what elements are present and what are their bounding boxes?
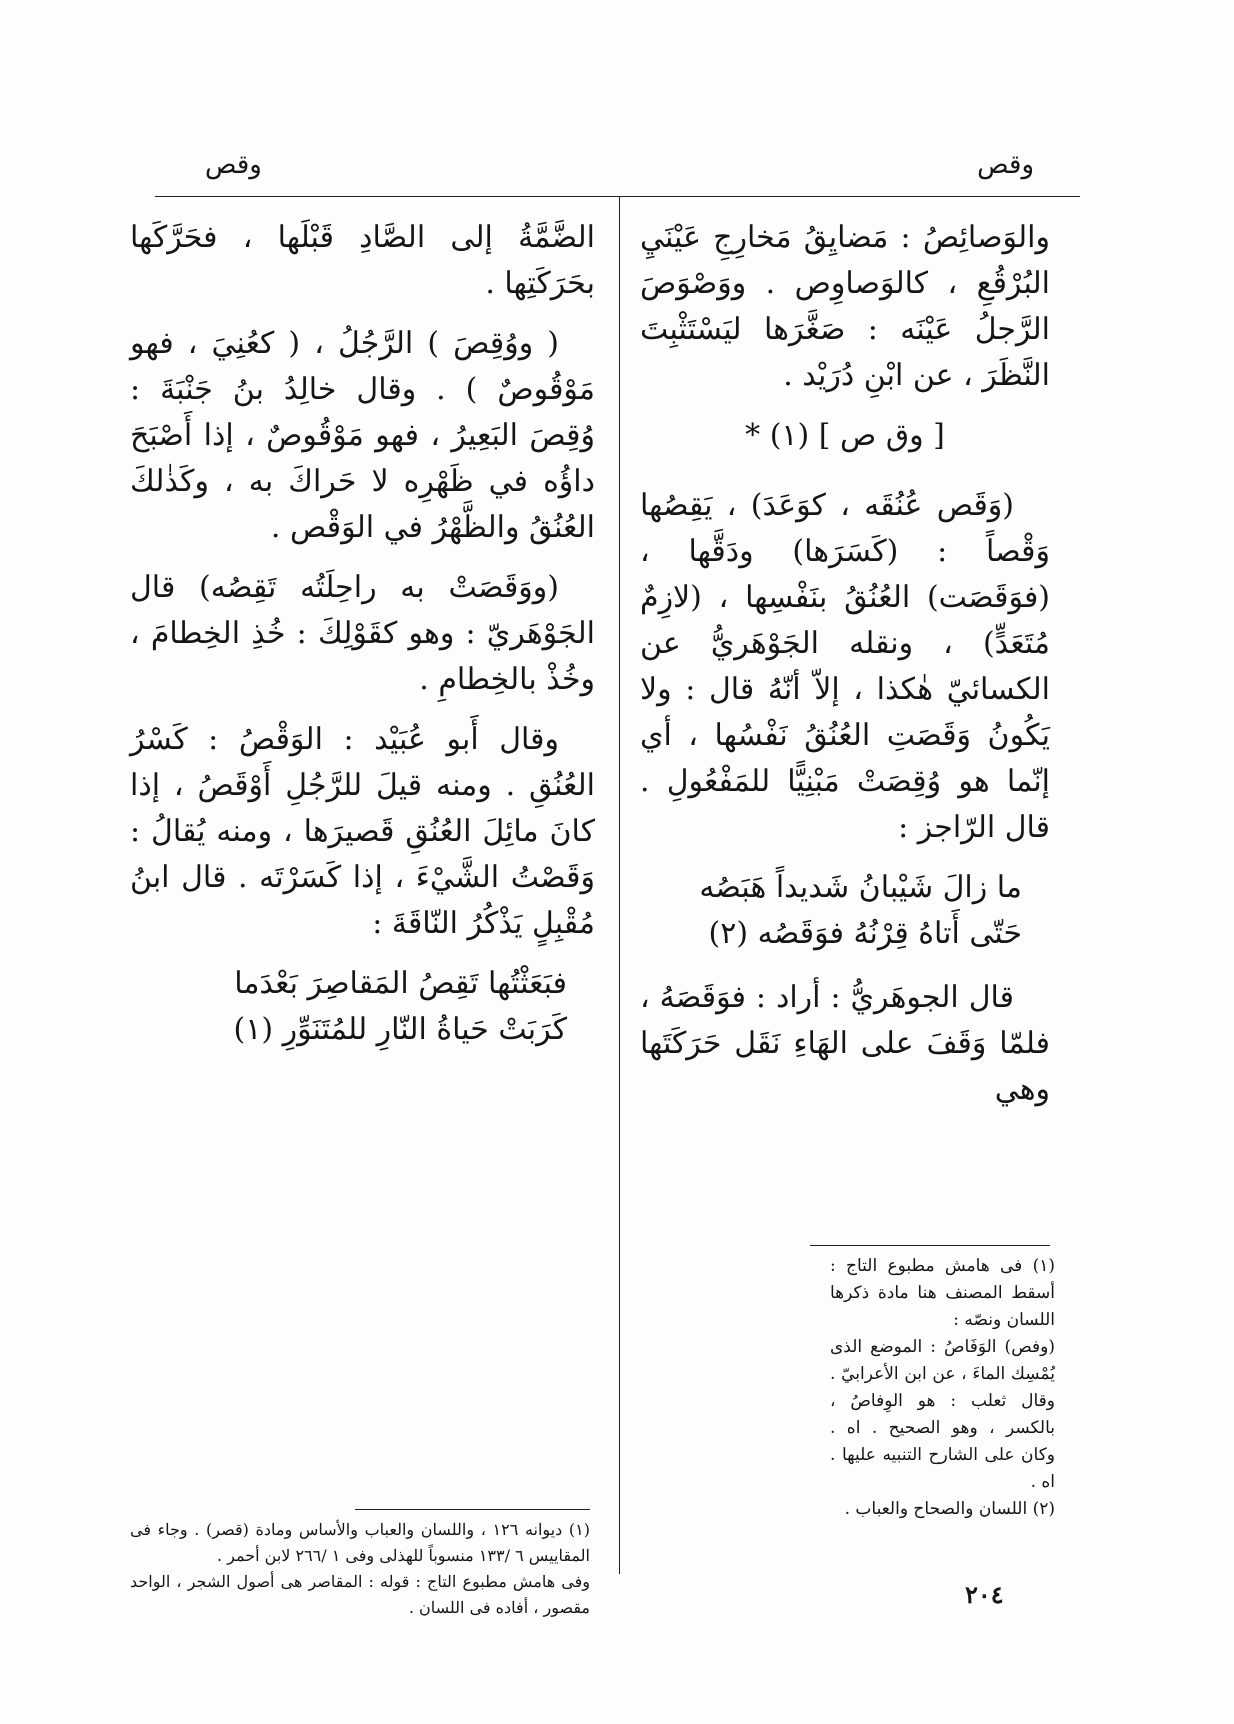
header-rule [155, 196, 1080, 197]
left-column [130, 215, 595, 1071]
footnote-rule [355, 1509, 590, 1510]
verse-line: كَرَبَتْ حَياةُ النّارِ للمُتَنَوِّرِ (١) [233, 1012, 567, 1047]
footnote: وفى هامش مطبوع التاج : قوله : المقاصر هى أصول الشجر ، الواحد مقصور ، أفاده فى اللسان . [130, 1572, 590, 1617]
entry-paragraph: قال الجوهَريُّ : أراد : فوَقَصَهُ ، فلمّا وَقَفَ على الهَاءِ نَقَل حَرَكَتَها وهي [640, 980, 1050, 1107]
entry-paragraph: والوَصائِصُ : مَضايِقُ مَخارِجِ عَيْنَيِ البُرْقُعِ ، كالوَصاوِص . ووَصْوَصَ الرَّجلُ عَيْنَه : صَغَّرَها ليَسْتَثْبِتَ النَّظَرَ ، عن ابْنِ دُرَيْد . [640, 220, 1050, 393]
right-column [640, 215, 1050, 1127]
entry-paragraph: (ووَقَصَتْ به راحِلَتُه تَقِصُه) قال الجَوْهَريّ : وهو كقَوْلِكَ : خُذِ الخِطامَ ، وخُذْ بالخِطامِ . [130, 570, 595, 697]
entry-paragraph: وقال أَبو عُبَيْد : الوَقْصُ : كَسْرُ العُنُقِ . ومنه قيلَ للرَّجُلِ أَوْقَصُ ، إذا كانَ مائِلَ العُنُقِ قَصيرَها ، ومنه يُقالُ : وَقَصْتُ الشَّيْءَ ، إذا كَسَرْتَه . قال ابنُ مُقْبِلٍ يَذْكُرُ النّاقَةَ : [130, 722, 595, 941]
footnote: (٢) اللسان والصحاح والعباب . [844, 1499, 1055, 1519]
footnote: (وفص) الوَفَاصُ : الموضع الذى يُمْسِك الماءَ ، عن ابن الأعرابيّ . وقال ثعلب : هو الوِفاصُ ، بالكسر ، وهو الصحيح . اه . وكان على الشارح التنبيه عليها . اه . [830, 1337, 1055, 1492]
column-divider [619, 196, 620, 1574]
running-head-right: وقص [977, 150, 1034, 180]
verse-line: فبَعَثْتُها تَقِصُ المَقاصِرَ بَعْدَما [234, 966, 567, 1001]
footnote-rule [810, 1245, 1050, 1246]
verse-quote [640, 865, 1050, 957]
page-number: ٢٠٤ [965, 1580, 1004, 1609]
footnote: (١) فى هامش مطبوع التاج : أسقط المصنف هنا مادة ذكرها اللسان ونصّه : [830, 1256, 1055, 1330]
entry-heading: [ وق ص ] (١) * [745, 418, 945, 453]
entry-paragraph: (وَقَص عُنُقَه ، كوَعَدَ) ، يَقِصُها وَقْصاً : (كَسَرَها) ودَقَّها ، (فوَقَصَت) العُنُقُ بنَفْسِها ، (لازِمٌ مُتَعَدٍّ) ، ونقله الجَوْهَريُّ عن الكسائيّ هٰكذا ، إلاّ أنّهُ قال : ولا يَكُونُ وَقَصَتِ العُنُقُ نَفْسُها ، أي إنّما هو وُقِصَتْ مَبْنِيًّا للمَفْعُولِ . قال الرّاجز : [640, 488, 1050, 845]
verse-line: حَتّى أَتاهُ قِرْنُهُ فوَقَصُه (٢) [708, 916, 1022, 951]
footnotes-right [830, 1253, 1055, 1523]
entry-paragraph: ( ووُقِصَ ) الرَّجُلُ ، ( كعُنِيَ ، فهو مَوْقُوصٌ ) . وقال خالِدُ بنُ جَنْبَةَ : وُقِصَ البَعِيرُ ، فهو مَوْقُوصٌ ، إذا أَصْبَحَ داؤُه في ظَهْرِه لا حَراكَ به ، وكَذٰلكَ العُنُقُ والظَّهْرُ في الوَقْص . [130, 326, 595, 545]
entry-paragraph: الضَّمَّةُ إلى الصَّادِ قَبْلَها ، فحَرَّكَها بحَرَكَتِها . [130, 220, 595, 301]
footnote: (١) ديوانه ١٢٦ ، واللسان والعباب والأساس ومادة (قصر) . وجاء فى المقاييس ٦ /١٣٣ منسوباً للهذلى وفى ١ /٢٦٦ لابن أحمر . [130, 1520, 591, 1565]
footnotes-left [130, 1517, 590, 1621]
verse-line: ما زالَ شَيْبانُ شَديداً هَبَصُه [699, 870, 1022, 905]
running-head-left: وقص [205, 150, 262, 180]
verse-quote [130, 961, 595, 1053]
